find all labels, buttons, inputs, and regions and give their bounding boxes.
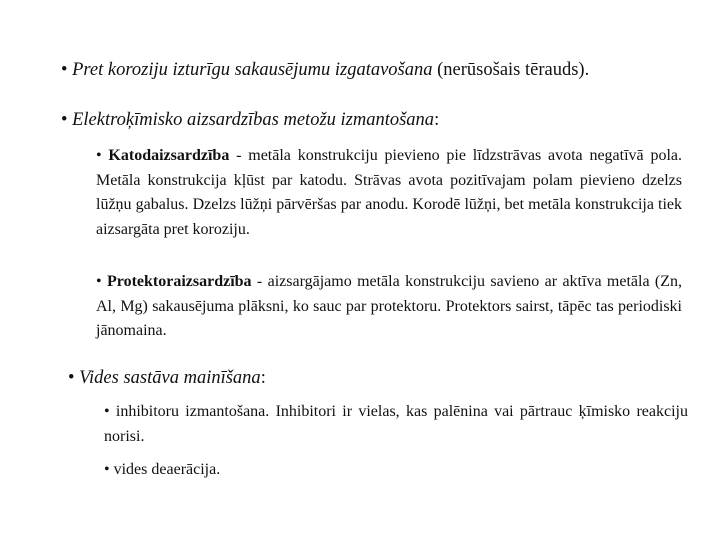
item-corrosion-resistant-alloys	[61, 60, 589, 81]
item-suffix: :	[260, 368, 266, 388]
bullet-icon: •	[61, 110, 68, 130]
paragraph-inhibitors	[104, 400, 688, 449]
paragraph-deaeration	[104, 458, 688, 483]
paragraph-text: inhibitoru izmantošana. Inhibitori ir vielas, kas palēnina vai pārtrauc ķīmisko reakciju norisi.	[104, 403, 688, 445]
term-protector-protection: Protektoraizsardzība	[106, 273, 252, 290]
item-suffix: :	[434, 110, 440, 130]
paragraph-text: - aizsargājamo metāla konstrukciju savieno ar aktīva metāla (Zn, Al, Mg) sakausējuma plāksni, ko sauc par protektoru. Protektors sairst, tāpēc tas periodiski jānomaina.	[96, 273, 683, 339]
item-environment-change	[68, 368, 266, 389]
paragraph-text: vides deaerācija.	[109, 461, 221, 478]
item-heading: Elektroķīmisko aizsardzības metožu izmantošana	[72, 110, 435, 130]
bullet-icon: •	[61, 60, 68, 80]
term-cathodic-protection: Katodaizsardzība	[108, 147, 230, 164]
bullet-icon: •	[104, 461, 110, 478]
item-heading: Pret koroziju izturīgu sakausējumu izgatavošana	[72, 60, 433, 80]
paragraph-text: - metāla konstrukciju pievieno pie līdzstrāvas avota negatīvā pola. Metāla konstrukcija kļūst par katodu. Strāvas avota pozitīvajam polam pievieno dzelzs lūžņu gabalus. Dzelzs lūžņi pārvēršas par anodu. Korodē lūžņi, bet metāla konstrukcija tiek aizsargāta pret koroziju.	[96, 147, 682, 238]
bullet-icon: •	[104, 403, 110, 420]
bullet-icon: •	[68, 368, 75, 388]
bullet-icon: •	[96, 147, 102, 164]
bullet-icon: •	[96, 273, 102, 290]
paragraph-protector-protection	[96, 270, 682, 344]
item-heading: Vides sastāva mainīšana	[79, 368, 261, 388]
paragraph-cathodic-protection	[96, 144, 682, 242]
item-electrochemical-methods	[61, 110, 439, 131]
item-suffix: (nerūsošais tērauds).	[432, 60, 590, 80]
